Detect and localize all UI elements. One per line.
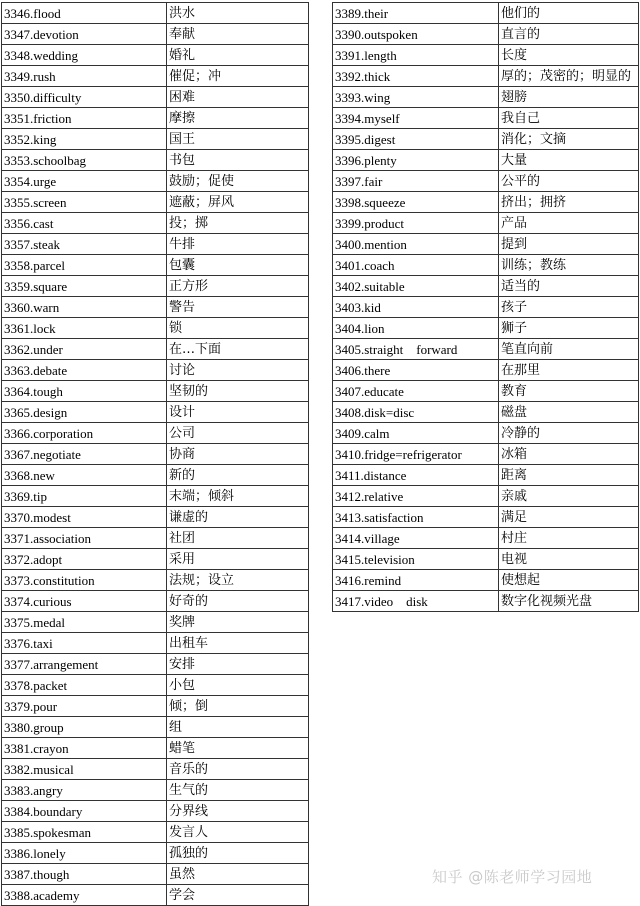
table-row [2, 444, 309, 465]
chinese-meaning-cell: 蜡笔 [167, 738, 309, 759]
table-row [2, 171, 309, 192]
table-row [333, 381, 639, 402]
english-word-cell: 3413.satisfaction [333, 507, 499, 528]
table-row [2, 822, 309, 843]
english-word-cell: 3416.remind [333, 570, 499, 591]
chinese-meaning-cell: 组 [167, 717, 309, 738]
chinese-meaning-cell: 生气的 [167, 780, 309, 801]
chinese-meaning-cell: 大量 [499, 150, 639, 171]
table-row [2, 486, 309, 507]
vocab-table-right [332, 2, 639, 612]
chinese-meaning-cell: 数字化视频光盘 [499, 591, 639, 612]
chinese-meaning-cell: 分界线 [167, 801, 309, 822]
english-word-cell: 3411.distance [333, 465, 499, 486]
table-row [2, 885, 309, 906]
english-word-cell: 3360.warn [2, 297, 167, 318]
table-row [333, 108, 639, 129]
table-row [333, 129, 639, 150]
english-word-cell: 3390.outspoken [333, 24, 499, 45]
table-row [333, 465, 639, 486]
english-word-cell: 3364.tough [2, 381, 167, 402]
chinese-meaning-cell: 亲戚 [499, 486, 639, 507]
table-row [2, 591, 309, 612]
chinese-meaning-cell: 磁盘 [499, 402, 639, 423]
table-row [2, 108, 309, 129]
english-word-cell: 3349.rush [2, 66, 167, 87]
chinese-meaning-cell: 正方形 [167, 276, 309, 297]
chinese-meaning-cell: 学会 [167, 885, 309, 906]
english-word-cell: 3383.angry [2, 780, 167, 801]
table-row [2, 864, 309, 885]
chinese-meaning-cell: 讨论 [167, 360, 309, 381]
watermark-text: 知乎 @陈老师学习园地 [432, 868, 593, 886]
table-row [333, 486, 639, 507]
chinese-meaning-cell: 村庄 [499, 528, 639, 549]
table-row [2, 339, 309, 360]
table-row [2, 255, 309, 276]
chinese-meaning-cell: 音乐的 [167, 759, 309, 780]
english-word-cell: 3396.plenty [333, 150, 499, 171]
english-word-cell: 3356.cast [2, 213, 167, 234]
table-row [2, 129, 309, 150]
table-row [333, 171, 639, 192]
english-word-cell: 3355.screen [2, 192, 167, 213]
table-row [333, 507, 639, 528]
english-word-cell: 3380.group [2, 717, 167, 738]
table-row [333, 150, 639, 171]
english-word-cell: 3410.fridge=refrigerator [333, 444, 499, 465]
chinese-meaning-cell: 他们的 [499, 3, 639, 24]
chinese-meaning-cell: 翅膀 [499, 87, 639, 108]
english-word-cell: 3369.tip [2, 486, 167, 507]
english-word-cell: 3352.king [2, 129, 167, 150]
english-word-cell: 3358.parcel [2, 255, 167, 276]
table-row [2, 528, 309, 549]
table-row [333, 3, 639, 24]
english-word-cell: 3394.myself [333, 108, 499, 129]
english-word-cell: 3351.friction [2, 108, 167, 129]
table-row [2, 570, 309, 591]
chinese-meaning-cell: 谦虚的 [167, 507, 309, 528]
english-word-cell: 3384.boundary [2, 801, 167, 822]
chinese-meaning-cell: 在…下面 [167, 339, 309, 360]
table-row [2, 465, 309, 486]
table-row [2, 843, 309, 864]
english-word-cell: 3387.though [2, 864, 167, 885]
chinese-meaning-cell: 长度 [499, 45, 639, 66]
table-row [333, 276, 639, 297]
table-row [2, 276, 309, 297]
chinese-meaning-cell: 消化；文摘 [499, 129, 639, 150]
english-word-cell: 3402.suitable [333, 276, 499, 297]
chinese-meaning-cell: 在那里 [499, 360, 639, 381]
english-word-cell: 3385.spokesman [2, 822, 167, 843]
english-word-cell: 3386.lonely [2, 843, 167, 864]
chinese-meaning-cell: 冰箱 [499, 444, 639, 465]
chinese-meaning-cell: 发言人 [167, 822, 309, 843]
table-row [2, 297, 309, 318]
english-word-cell: 3404.lion [333, 318, 499, 339]
table-row [333, 339, 639, 360]
table-row [333, 570, 639, 591]
english-word-cell: 3415.television [333, 549, 499, 570]
chinese-meaning-cell: 孤独的 [167, 843, 309, 864]
chinese-meaning-cell: 鼓励；促使 [167, 171, 309, 192]
table-row [2, 633, 309, 654]
table-row [2, 192, 309, 213]
chinese-meaning-cell: 投；掷 [167, 213, 309, 234]
chinese-meaning-cell: 困难 [167, 87, 309, 108]
table-row [2, 24, 309, 45]
chinese-meaning-cell: 冷静的 [499, 423, 639, 444]
english-word-cell: 3417.video disk [333, 591, 499, 612]
chinese-meaning-cell: 满足 [499, 507, 639, 528]
table-row [333, 45, 639, 66]
table-row [333, 423, 639, 444]
chinese-meaning-cell: 产品 [499, 213, 639, 234]
table-row [333, 549, 639, 570]
english-word-cell: 3357.steak [2, 234, 167, 255]
chinese-meaning-cell: 设计 [167, 402, 309, 423]
english-word-cell: 3408.disk=disc [333, 402, 499, 423]
chinese-meaning-cell: 厚的；茂密的；明显的 [499, 66, 639, 87]
table-row [333, 444, 639, 465]
chinese-meaning-cell: 催促；冲 [167, 66, 309, 87]
english-word-cell: 3366.corporation [2, 423, 167, 444]
chinese-meaning-cell: 小包 [167, 675, 309, 696]
english-word-cell: 3375.medal [2, 612, 167, 633]
chinese-meaning-cell: 虽然 [167, 864, 309, 885]
table-row [333, 192, 639, 213]
english-word-cell: 3403.kid [333, 297, 499, 318]
english-word-cell: 3367.negotiate [2, 444, 167, 465]
table-row [333, 360, 639, 381]
chinese-meaning-cell: 直言的 [499, 24, 639, 45]
chinese-meaning-cell: 书包 [167, 150, 309, 171]
table-row [2, 675, 309, 696]
english-word-cell: 3346.flood [2, 3, 167, 24]
english-word-cell: 3347.devotion [2, 24, 167, 45]
english-word-cell: 3377.arrangement [2, 654, 167, 675]
table-row [333, 87, 639, 108]
chinese-meaning-cell: 采用 [167, 549, 309, 570]
chinese-meaning-cell: 社团 [167, 528, 309, 549]
chinese-meaning-cell: 笔直向前 [499, 339, 639, 360]
table-row [2, 402, 309, 423]
table-row [2, 654, 309, 675]
chinese-meaning-cell: 坚韧的 [167, 381, 309, 402]
chinese-meaning-cell: 挤出；拥挤 [499, 192, 639, 213]
chinese-meaning-cell: 狮子 [499, 318, 639, 339]
english-word-cell: 3354.urge [2, 171, 167, 192]
chinese-meaning-cell: 出租车 [167, 633, 309, 654]
chinese-meaning-cell: 婚礼 [167, 45, 309, 66]
english-word-cell: 3382.musical [2, 759, 167, 780]
table-row [2, 360, 309, 381]
english-word-cell: 3353.schoolbag [2, 150, 167, 171]
english-word-cell: 3406.there [333, 360, 499, 381]
english-word-cell: 3412.relative [333, 486, 499, 507]
english-word-cell: 3400.mention [333, 234, 499, 255]
table-row [2, 45, 309, 66]
chinese-meaning-cell: 遮蔽；屏风 [167, 192, 309, 213]
table-row [2, 738, 309, 759]
chinese-meaning-cell: 牛排 [167, 234, 309, 255]
table-row [2, 696, 309, 717]
english-word-cell: 3392.thick [333, 66, 499, 87]
table-row [2, 759, 309, 780]
chinese-meaning-cell: 摩擦 [167, 108, 309, 129]
table-row [333, 528, 639, 549]
table-row [2, 549, 309, 570]
chinese-meaning-cell: 末端；倾斜 [167, 486, 309, 507]
chinese-meaning-cell: 好奇的 [167, 591, 309, 612]
english-word-cell: 3373.constitution [2, 570, 167, 591]
english-word-cell: 3365.design [2, 402, 167, 423]
table-row [333, 591, 639, 612]
english-word-cell: 3376.taxi [2, 633, 167, 654]
chinese-meaning-cell: 法规；设立 [167, 570, 309, 591]
english-word-cell: 3368.new [2, 465, 167, 486]
table-row [2, 507, 309, 528]
chinese-meaning-cell: 适当的 [499, 276, 639, 297]
vocab-table-left-body [2, 3, 309, 906]
table-row [2, 801, 309, 822]
english-word-cell: 3414.village [333, 528, 499, 549]
chinese-meaning-cell: 洪水 [167, 3, 309, 24]
chinese-meaning-cell: 电视 [499, 549, 639, 570]
vocab-table-left [1, 2, 309, 906]
chinese-meaning-cell: 倾；倒 [167, 696, 309, 717]
english-word-cell: 3397.fair [333, 171, 499, 192]
english-word-cell: 3381.crayon [2, 738, 167, 759]
english-word-cell: 3393.wing [333, 87, 499, 108]
english-word-cell: 3401.coach [333, 255, 499, 276]
table-row [2, 66, 309, 87]
table-row [2, 234, 309, 255]
english-word-cell: 3348.wedding [2, 45, 167, 66]
english-word-cell: 3388.academy [2, 885, 167, 906]
chinese-meaning-cell: 协商 [167, 444, 309, 465]
table-row [2, 318, 309, 339]
chinese-meaning-cell: 距离 [499, 465, 639, 486]
table-row [2, 150, 309, 171]
chinese-meaning-cell: 使想起 [499, 570, 639, 591]
english-word-cell: 3395.digest [333, 129, 499, 150]
chinese-meaning-cell: 锁 [167, 318, 309, 339]
table-row [2, 3, 309, 24]
chinese-meaning-cell: 训练；教练 [499, 255, 639, 276]
table-row [333, 66, 639, 87]
english-word-cell: 3399.product [333, 213, 499, 234]
table-row [2, 780, 309, 801]
english-word-cell: 3363.debate [2, 360, 167, 381]
english-word-cell: 3370.modest [2, 507, 167, 528]
chinese-meaning-cell: 奖牌 [167, 612, 309, 633]
chinese-meaning-cell: 我自己 [499, 108, 639, 129]
table-row [2, 423, 309, 444]
table-row [333, 402, 639, 423]
english-word-cell: 3405.straight forward [333, 339, 499, 360]
chinese-meaning-cell: 包囊 [167, 255, 309, 276]
chinese-meaning-cell: 新的 [167, 465, 309, 486]
table-row [333, 318, 639, 339]
english-word-cell: 3398.squeeze [333, 192, 499, 213]
english-word-cell: 3361.lock [2, 318, 167, 339]
chinese-meaning-cell: 公司 [167, 423, 309, 444]
table-row [2, 381, 309, 402]
table-row [2, 717, 309, 738]
english-word-cell: 3362.under [2, 339, 167, 360]
vocab-table-right-body [333, 3, 639, 612]
english-word-cell: 3372.adopt [2, 549, 167, 570]
english-word-cell: 3374.curious [2, 591, 167, 612]
english-word-cell: 3409.calm [333, 423, 499, 444]
english-word-cell: 3407.educate [333, 381, 499, 402]
english-word-cell: 3389.their [333, 3, 499, 24]
chinese-meaning-cell: 国王 [167, 129, 309, 150]
table-row [333, 24, 639, 45]
english-word-cell: 3359.square [2, 276, 167, 297]
english-word-cell: 3378.packet [2, 675, 167, 696]
english-word-cell: 3391.length [333, 45, 499, 66]
table-row [333, 255, 639, 276]
english-word-cell: 3350.difficulty [2, 87, 167, 108]
chinese-meaning-cell: 教育 [499, 381, 639, 402]
table-row [2, 213, 309, 234]
table-row [2, 87, 309, 108]
chinese-meaning-cell: 警告 [167, 297, 309, 318]
english-word-cell: 3379.pour [2, 696, 167, 717]
table-row [333, 234, 639, 255]
chinese-meaning-cell: 公平的 [499, 171, 639, 192]
chinese-meaning-cell: 提到 [499, 234, 639, 255]
table-row [333, 297, 639, 318]
chinese-meaning-cell: 孩子 [499, 297, 639, 318]
english-word-cell: 3371.association [2, 528, 167, 549]
table-row [333, 213, 639, 234]
table-row [2, 612, 309, 633]
chinese-meaning-cell: 安排 [167, 654, 309, 675]
chinese-meaning-cell: 奉献 [167, 24, 309, 45]
